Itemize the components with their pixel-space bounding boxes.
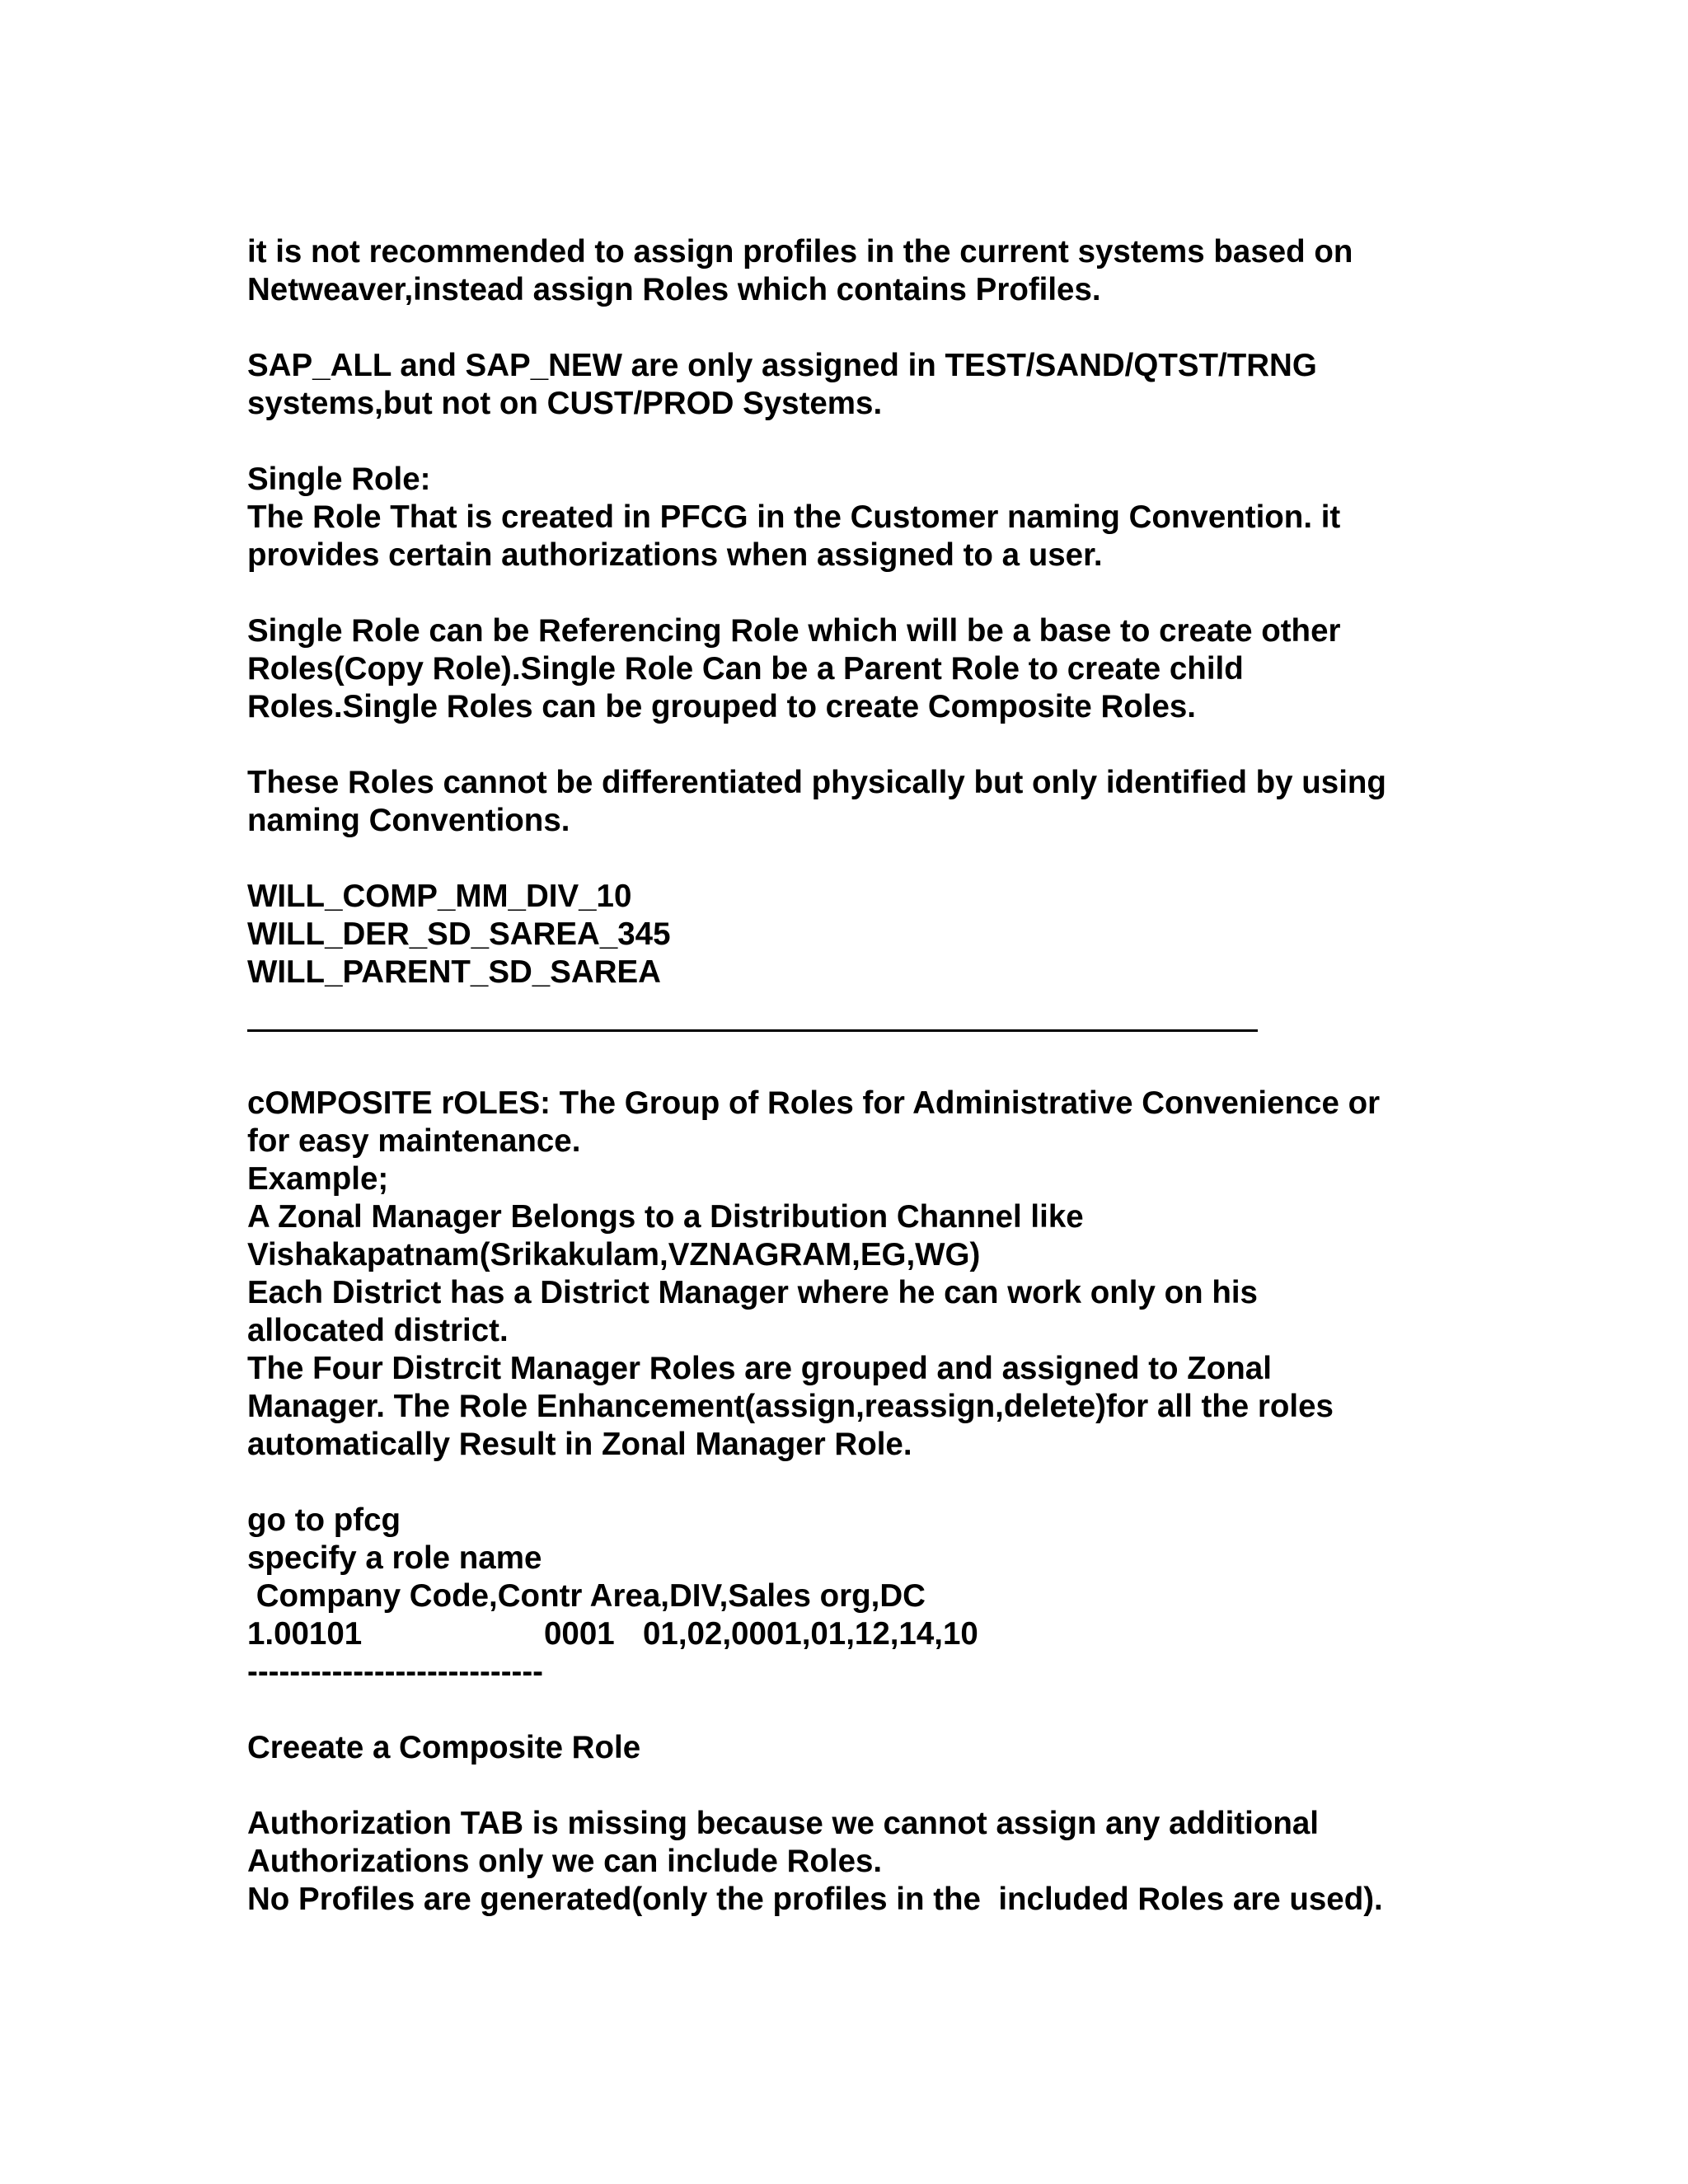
composite-roles-section [247, 1085, 1451, 1464]
text-line: Roles(Copy Role).Single Role Can be a Parent Role to create child [247, 651, 1244, 687]
dashed-separator: ---------------------------- [247, 1654, 543, 1690]
text-line: it is not recommended to assign profiles in the current systems based on [247, 234, 1353, 269]
role-name-list [247, 878, 1451, 991]
text-line: Roles.Single Roles can be grouped to create Composite Roles. [247, 689, 1196, 724]
text-line: Manager. The Role Enhancement(assign,reassign,delete)for all the roles [247, 1389, 1334, 1424]
text-line: Authorizations only we can include Roles. [247, 1844, 883, 1879]
referencing-role-paragraph [247, 612, 1451, 726]
text-line: The Four Distrcit Manager Roles are grouped and assigned to Zonal [247, 1351, 1272, 1386]
text-line: The Role That is created in PFCG in the Customer naming Convention. it [247, 499, 1341, 535]
text-line: for easy maintenance. [247, 1123, 581, 1159]
section-heading: Single Role: [247, 462, 431, 497]
org-levels-row [247, 1615, 1451, 1653]
sap-all-paragraph [247, 347, 1451, 423]
document-page [247, 233, 1451, 1919]
contr-area-value: 0001 [544, 1616, 615, 1652]
text-line: go to pfcg [247, 1502, 401, 1538]
role-name: WILL_COMP_MM_DIV_10 [247, 879, 632, 914]
text-line: Authorization TAB is missing because we cannot assign any additional [247, 1806, 1319, 1841]
company-code-value: 1.00101 [247, 1616, 363, 1652]
role-name: WILL_DER_SD_SAREA_345 [247, 916, 671, 952]
text-line: SAP_ALL and SAP_NEW are only assigned in TEST/SAND/QTST/TRNG [247, 348, 1317, 383]
intro-paragraph [247, 233, 1451, 309]
text-line: naming Conventions. [247, 803, 570, 838]
pfcg-steps [247, 1502, 1451, 1691]
text-line: automatically Result in Zonal Manager Role. [247, 1427, 912, 1462]
create-composite-heading: Creeate a Composite Role [247, 1730, 641, 1765]
text-line: Example; [247, 1161, 389, 1197]
text-line: Single Role can be Referencing Role which will be a base to create other [247, 613, 1341, 649]
naming-paragraph [247, 764, 1451, 840]
text-line: No Profiles are generated(only the profiles in the included Roles are used). [247, 1882, 1383, 1917]
text-line: allocated district. [247, 1313, 509, 1348]
authorization-paragraph [247, 1805, 1451, 1919]
org-levels-header: Company Code,Contr Area,DIV,Sales org,DC [247, 1578, 926, 1614]
text-line: These Roles cannot be differentiated physically but only identified by using [247, 765, 1386, 800]
role-name: WILL_PARENT_SD_SAREA [247, 954, 661, 990]
text-line: specify a role name [247, 1540, 542, 1576]
text-line: Each District has a District Manager where he can work only on his [247, 1275, 1258, 1310]
text-line: cOMPOSITE rOLES: The Group of Roles for Administrative Convenience or [247, 1085, 1381, 1121]
single-role-section [247, 461, 1451, 574]
text-line: systems,but not on CUST/PROD Systems. [247, 386, 883, 421]
text-line: provides certain authorizations when assigned to a user. [247, 537, 1103, 573]
text-line: A Zonal Manager Belongs to a Distribution Channel like [247, 1199, 1084, 1235]
text-line: Netweaver,instead assign Roles which contains Profiles. [247, 272, 1101, 307]
text-line: Vishakapatnam(Srikakulam,VZNAGRAM,EG,WG) [247, 1237, 981, 1272]
org-values: 01,02,0001,01,12,14,10 [643, 1616, 978, 1652]
